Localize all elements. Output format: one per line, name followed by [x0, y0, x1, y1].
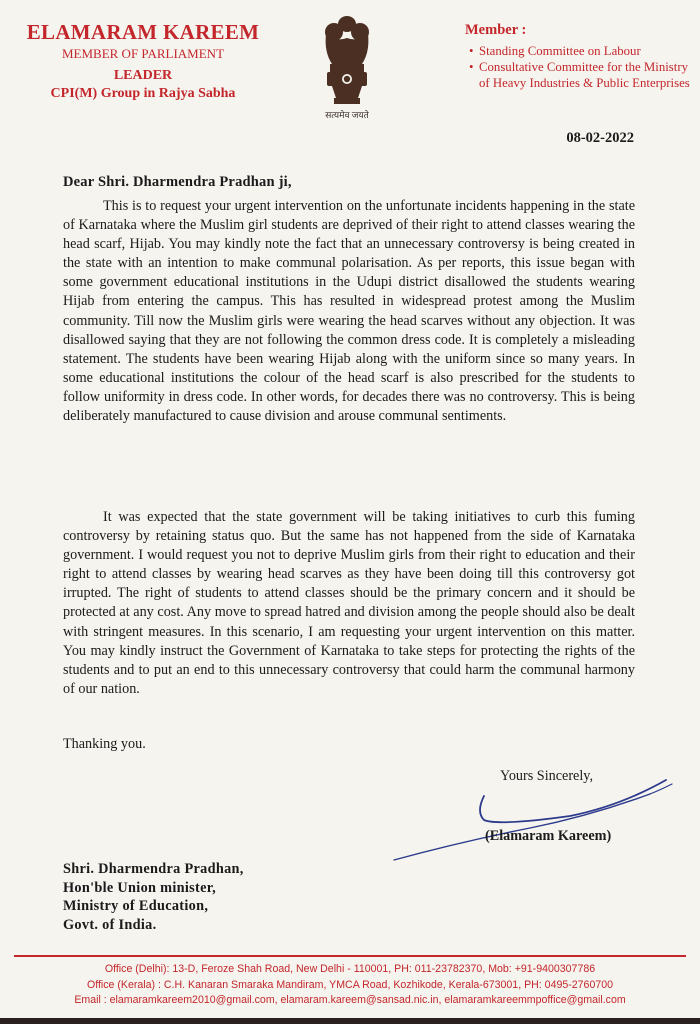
- body-paragraph: This is to request your urgent intervention on the unfortunate incidents happening in the state of Karnataka where the Muslim girl students are deprived of their right to attend classes wearing the head scarf, Hijab. You may kindly note the fact that an unnecessary controversy is being created in the state with an intention to make communal polarisation. As per reports, this issue began with some government educational institutions in the Udupi district disallowed the students wearing Hijab from entering the campus. This has resulted in widespread protest among the Muslim community. Till now the Muslim girls were wearing the head scarves without any objection. It was disallowed saying that they are not following the common dress code. It is completely a misleading statement. The students have been wearing Hijab along with the uniform since so many years. In some educational institutions the colour of the head scarf is also prescribed for the students to follow uniformity in dress code. In other words, for decades there was no controversy. This is being deliberately manufactured to cause division and arouse communal sentiments.: [63, 198, 635, 425]
- closing-line: Thanking you.: [63, 736, 146, 752]
- member-title: Member :: [465, 22, 527, 38]
- salutation: Dear Shri. Dharmendra Pradhan ji,: [63, 174, 292, 190]
- letter-date: 08-02-2022: [566, 130, 634, 146]
- footer-email: Email : elamaramkareem2010@gmail.com, elamaram.kareem@sansad.nic.in, elamaramkareemmpoffice@gmail.com: [74, 994, 626, 1006]
- sender-name: ELAMARAM KAREEM: [26, 20, 260, 44]
- letterhead-sender: [18, 20, 268, 102]
- addressee-line: Govt. of India.: [63, 916, 157, 933]
- sign-off: Yours Sincerely,: [500, 768, 594, 784]
- addressee-line: Ministry of Education,: [63, 898, 209, 914]
- membership-item: • Standing Committee on Labour: [465, 43, 695, 59]
- footer-kerala-office: Office (Kerala) : C.H. Kanaran Smaraka Mandiram, YMCA Road, Kozhikode, Kerala-673001, PH: 0495-2760700: [86, 978, 614, 991]
- body-paragraph: It was expected that the state government will be taking initiatives to curb this fuming controversy by retaining status quo. But the same has not happened from the side of Karnataka government. I would request you not to deprive Muslim girls from their right to education and their right to attend classes by wearing head scarves as they have been doing till this controversy got irrupted. The right of students to attend classes should be the primary concern and it should be protected at any cost. Any move to spread hatred and division among the people should also be dealt with stringent measures. In this scenario, I am requesting your urgent intervention on this matter. You may kindly instruct the Government of Karnataka to take steps for protecting the rights of the students and to put an end to this unnecessary controversy that could harm the communal harmony of our nation.: [63, 509, 635, 697]
- addressee-block: [63, 860, 244, 934]
- sender-role: LEADER: [113, 68, 173, 83]
- footer-contacts: [14, 962, 686, 1009]
- footer-delhi-office: Office (Delhi): 13-D, Feroze Shah Road, New Delhi - 110001, PH: 011-23782370, Mob: +91-9400307786: [104, 963, 596, 975]
- signatory-name: (Elamaram Kareem): [485, 828, 612, 844]
- sender-position: MEMBER OF PARLIAMENT: [61, 46, 225, 61]
- addressee-line: Hon'ble Union minister,: [63, 879, 216, 896]
- addressee-line: Shri. Dharmendra Pradhan,: [63, 861, 244, 877]
- bottom-edge: [0, 1018, 700, 1024]
- sender-group: CPI(M) Group in Rajya Sabha: [50, 86, 236, 101]
- footer-divider: [14, 955, 686, 957]
- handwritten-signature: [380, 772, 680, 872]
- emblem-motto: सत्यमेव जयते: [325, 110, 369, 120]
- membership-item: • Consultative Committee for the Ministry of Heavy Industries & Public Enterprises: [465, 59, 695, 91]
- membership-list: [465, 43, 695, 91]
- membership-block: [465, 22, 695, 91]
